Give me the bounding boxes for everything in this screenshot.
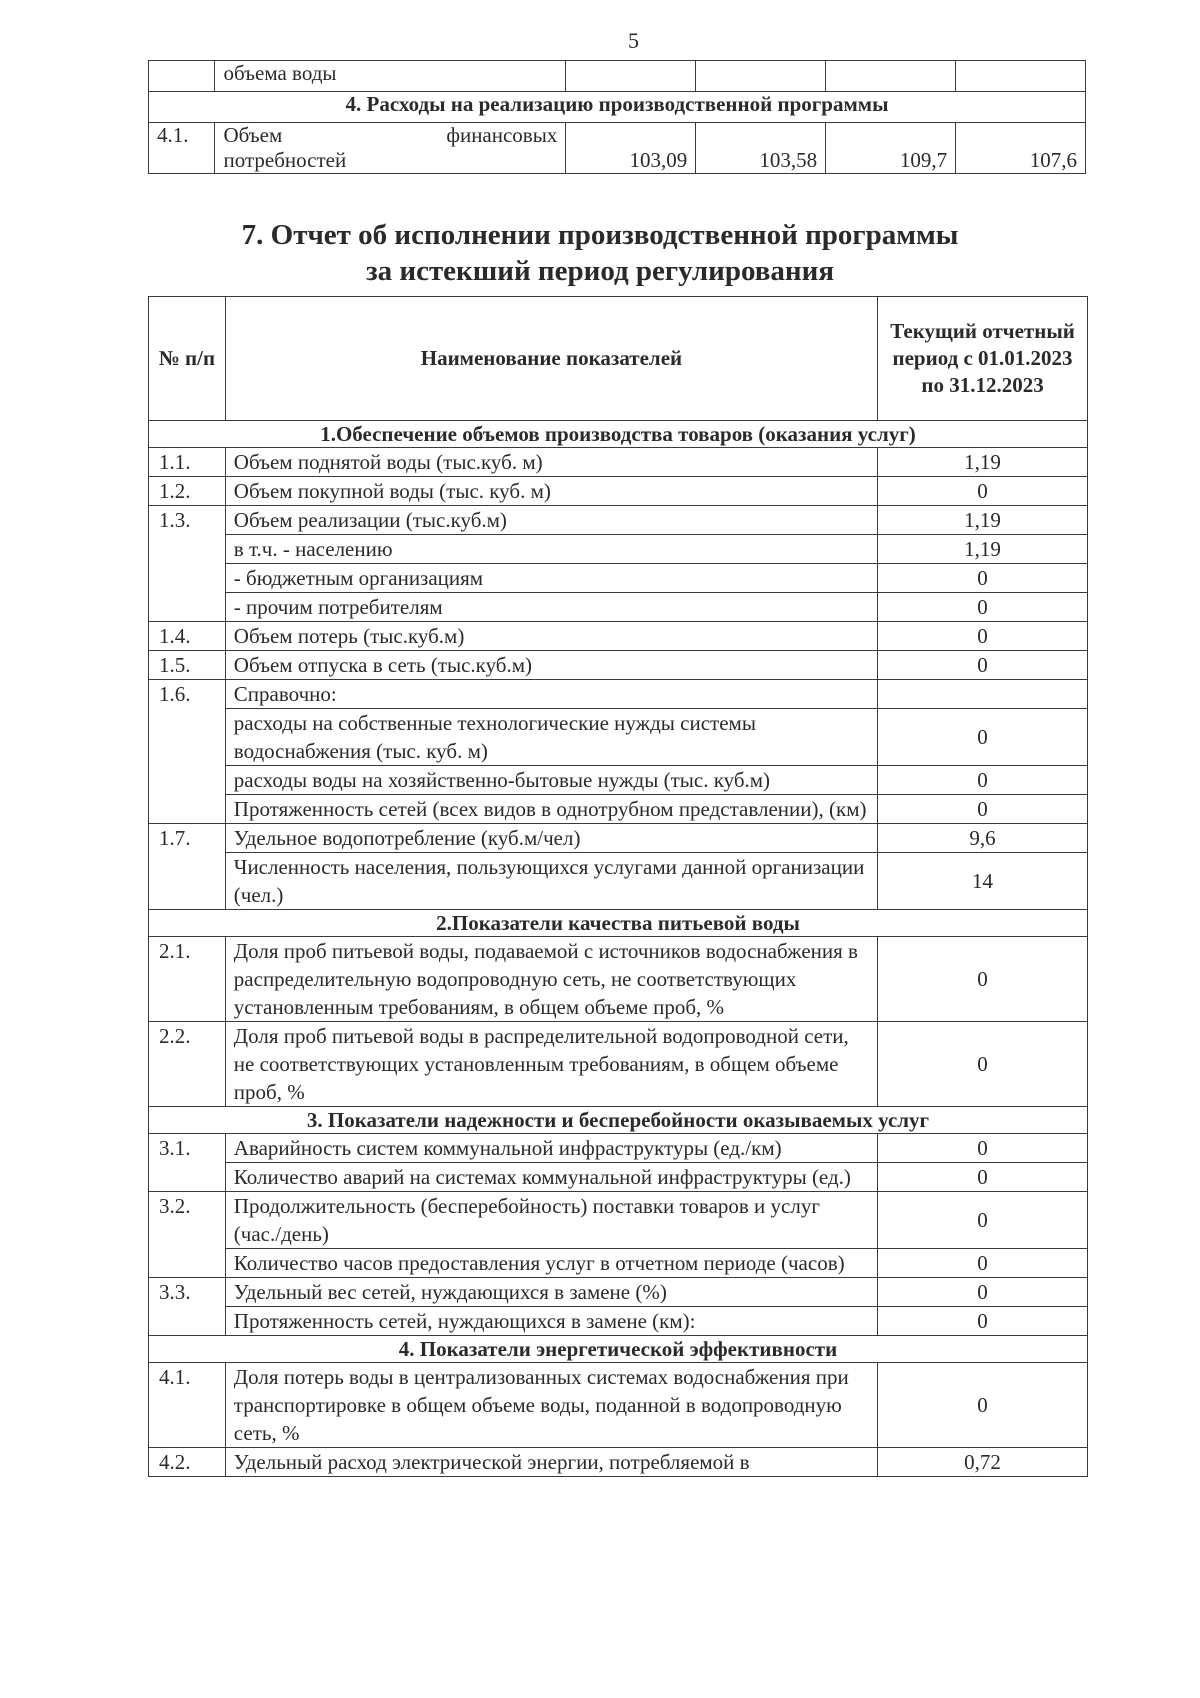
row-name: Доля проб питьевой воды, подаваемой с источников водоснабжения в распределительную водопроводную сеть, не соответствующих установленным требованиям, в общем объеме проб, % <box>225 937 877 1022</box>
table-row <box>149 622 1088 651</box>
section-title: 4. Расходы на реализацию производственной программы <box>149 92 1086 123</box>
table-row <box>149 937 1088 1022</box>
row-value: 0 <box>878 1307 1088 1336</box>
table-row <box>149 651 1088 680</box>
row-value <box>878 680 1088 709</box>
row-name: Объем потерь (тыс.куб.м) <box>225 622 877 651</box>
row-value: 14 <box>878 853 1088 910</box>
row-value: 0 <box>878 1163 1088 1192</box>
report-title-line1: 7. Отчет об исполнении производственной программы <box>241 219 959 251</box>
row-value: 0 <box>878 937 1088 1022</box>
row-number <box>149 766 226 795</box>
table-row <box>149 1134 1088 1163</box>
table-row <box>149 1163 1088 1192</box>
report-title-line2: за истекший период регулирования <box>365 255 835 287</box>
table-row <box>149 766 1088 795</box>
row-value: 0 <box>878 593 1088 622</box>
section-row <box>149 92 1086 123</box>
row-number: 3.2. <box>149 1192 226 1249</box>
row-name: Удельное водопотребление (куб.м/чел) <box>225 824 877 853</box>
row-number: 1.6. <box>149 680 226 709</box>
row-value: 0 <box>878 766 1088 795</box>
row-name: Протяженность сетей, нуждающихся в замене (км): <box>225 1307 877 1336</box>
section-row <box>149 910 1088 937</box>
row-number <box>149 853 226 910</box>
header-row <box>149 297 1088 421</box>
table-row <box>149 1363 1088 1448</box>
row-name: Справочно: <box>225 680 877 709</box>
row-number: 3.1. <box>149 1134 226 1163</box>
row-name: Аварийность систем коммунальной инфраструктуры (ед./км) <box>225 1134 877 1163</box>
name-part: финансовых <box>446 123 558 147</box>
section-title: 4. Показатели энергетической эффективности <box>149 1336 1088 1363</box>
row-number: 2.1. <box>149 937 226 1022</box>
row-name: - прочим потребителям <box>225 593 877 622</box>
row-value: 0 <box>878 1022 1088 1107</box>
table-row <box>149 1249 1088 1278</box>
row-number: 1.1. <box>149 448 226 477</box>
row-name: в т.ч. - населению <box>225 535 877 564</box>
row-number: 4.1. <box>149 1363 226 1448</box>
table-row <box>149 477 1088 506</box>
header-name: Наименование показателей <box>225 297 877 421</box>
row-name: Объем поднятой воды (тыс.куб. м) <box>225 448 877 477</box>
row-number <box>149 1249 226 1278</box>
table-row <box>149 1022 1088 1107</box>
row-number <box>149 593 226 622</box>
row-number <box>149 535 226 564</box>
row-name: Удельный вес сетей, нуждающихся в замене (%) <box>225 1278 877 1307</box>
row-name: Продолжительность (бесперебойность) поставки товаров и услуг (час./день) <box>225 1192 877 1249</box>
row-number: 1.3. <box>149 506 226 535</box>
row-value: 0,72 <box>878 1448 1088 1477</box>
section-row <box>149 1107 1088 1134</box>
row-name: расходы на собственные технологические нужды системы водоснабжения (тыс. куб. м) <box>225 709 877 766</box>
row-number: 2.2. <box>149 1022 226 1107</box>
row-number <box>149 1163 226 1192</box>
table-row <box>149 448 1088 477</box>
row-name: расходы воды на хозяйственно-бытовые нужды (тыс. куб.м) <box>225 766 877 795</box>
row-name: Численность населения, пользующихся услугами данной организации (чел.) <box>225 853 877 910</box>
table-row <box>149 1307 1088 1336</box>
table-row <box>149 1448 1088 1477</box>
row-name: Объем покупной воды (тыс. куб. м) <box>225 477 877 506</box>
table-row <box>149 709 1088 766</box>
table-row <box>149 535 1088 564</box>
row-value: 0 <box>878 477 1088 506</box>
value-cell: 107,6 <box>956 123 1086 174</box>
row-value: 0 <box>878 1192 1088 1249</box>
row-number <box>149 1307 226 1336</box>
header-num: № п/п <box>149 297 226 421</box>
row-number: 4.1. <box>149 123 215 174</box>
top-table <box>148 60 1086 174</box>
table-row <box>149 1278 1088 1307</box>
row-number <box>149 564 226 593</box>
row-name: Протяженность сетей (всех видов в однотрубном представлении), (км) <box>225 795 877 824</box>
name-part: Объем <box>223 123 283 147</box>
row-name: Объем реализации (тыс.куб.м) <box>225 506 877 535</box>
row-number <box>149 61 215 92</box>
row-value: 0 <box>878 795 1088 824</box>
row-value: 0 <box>878 1278 1088 1307</box>
value-cell: 109,7 <box>826 123 956 174</box>
row-value: 0 <box>878 622 1088 651</box>
table-row <box>149 824 1088 853</box>
table-row <box>149 795 1088 824</box>
row-number: 3.3. <box>149 1278 226 1307</box>
report-table <box>148 296 1088 1477</box>
row-value: 0 <box>878 709 1088 766</box>
value-cell: 103,58 <box>696 123 826 174</box>
row-name: Доля потерь воды в централизованных системах водоснабжения при транспортировке в общем объеме воды, поданной в водопроводную сеть, % <box>225 1363 877 1448</box>
row-name: объема воды <box>215 61 566 92</box>
name-part: потребностей <box>223 148 347 172</box>
row-value: 0 <box>878 1249 1088 1278</box>
row-number: 1.2. <box>149 477 226 506</box>
page-number: 5 <box>628 28 639 53</box>
section-title: 1.Обеспечение объемов производства товаров (оказания услуг) <box>149 421 1088 448</box>
row-number: 1.4. <box>149 622 226 651</box>
table-row <box>149 680 1088 709</box>
header-period: Текущий отчетный период с 01.01.2023 по 31.12.2023 <box>878 297 1088 421</box>
row-value: 1,19 <box>878 448 1088 477</box>
table-row <box>149 1192 1088 1249</box>
table-row <box>149 593 1088 622</box>
row-name: Удельный расход электрической энергии, потребляемой в <box>225 1448 877 1477</box>
section-title: 2.Показатели качества питьевой воды <box>149 910 1088 937</box>
table-row <box>149 853 1088 910</box>
row-number: 1.5. <box>149 651 226 680</box>
row-name: - бюджетным организациям <box>225 564 877 593</box>
row-number <box>149 709 226 766</box>
table-row <box>149 564 1088 593</box>
table-row <box>149 506 1088 535</box>
row-value: 1,19 <box>878 535 1088 564</box>
table-row <box>149 61 1086 92</box>
row-value: 0 <box>878 564 1088 593</box>
row-name: Количество часов предоставления услуг в отчетном периоде (часов) <box>225 1249 877 1278</box>
section-title: 3. Показатели надежности и бесперебойности оказываемых услуг <box>149 1107 1088 1134</box>
row-value: 0 <box>878 651 1088 680</box>
row-name: Количество аварий на системах коммунальной инфраструктуры (ед.) <box>225 1163 877 1192</box>
value-cell: 103,09 <box>566 123 696 174</box>
section-row <box>149 1336 1088 1363</box>
row-number <box>149 795 226 824</box>
row-value: 0 <box>878 1363 1088 1448</box>
row-number: 1.7. <box>149 824 226 853</box>
row-name: Объем отпуска в сеть (тыс.куб.м) <box>225 651 877 680</box>
row-value: 1,19 <box>878 506 1088 535</box>
row-value: 9,6 <box>878 824 1088 853</box>
section-row <box>149 421 1088 448</box>
row-name <box>215 123 566 174</box>
table-row <box>149 123 1086 174</box>
row-value: 0 <box>878 1134 1088 1163</box>
row-number: 4.2. <box>149 1448 226 1477</box>
row-name: Доля проб питьевой воды в распределительной водопроводной сети, не соответствующих установленным требованиям, в общем объеме проб, % <box>225 1022 877 1107</box>
